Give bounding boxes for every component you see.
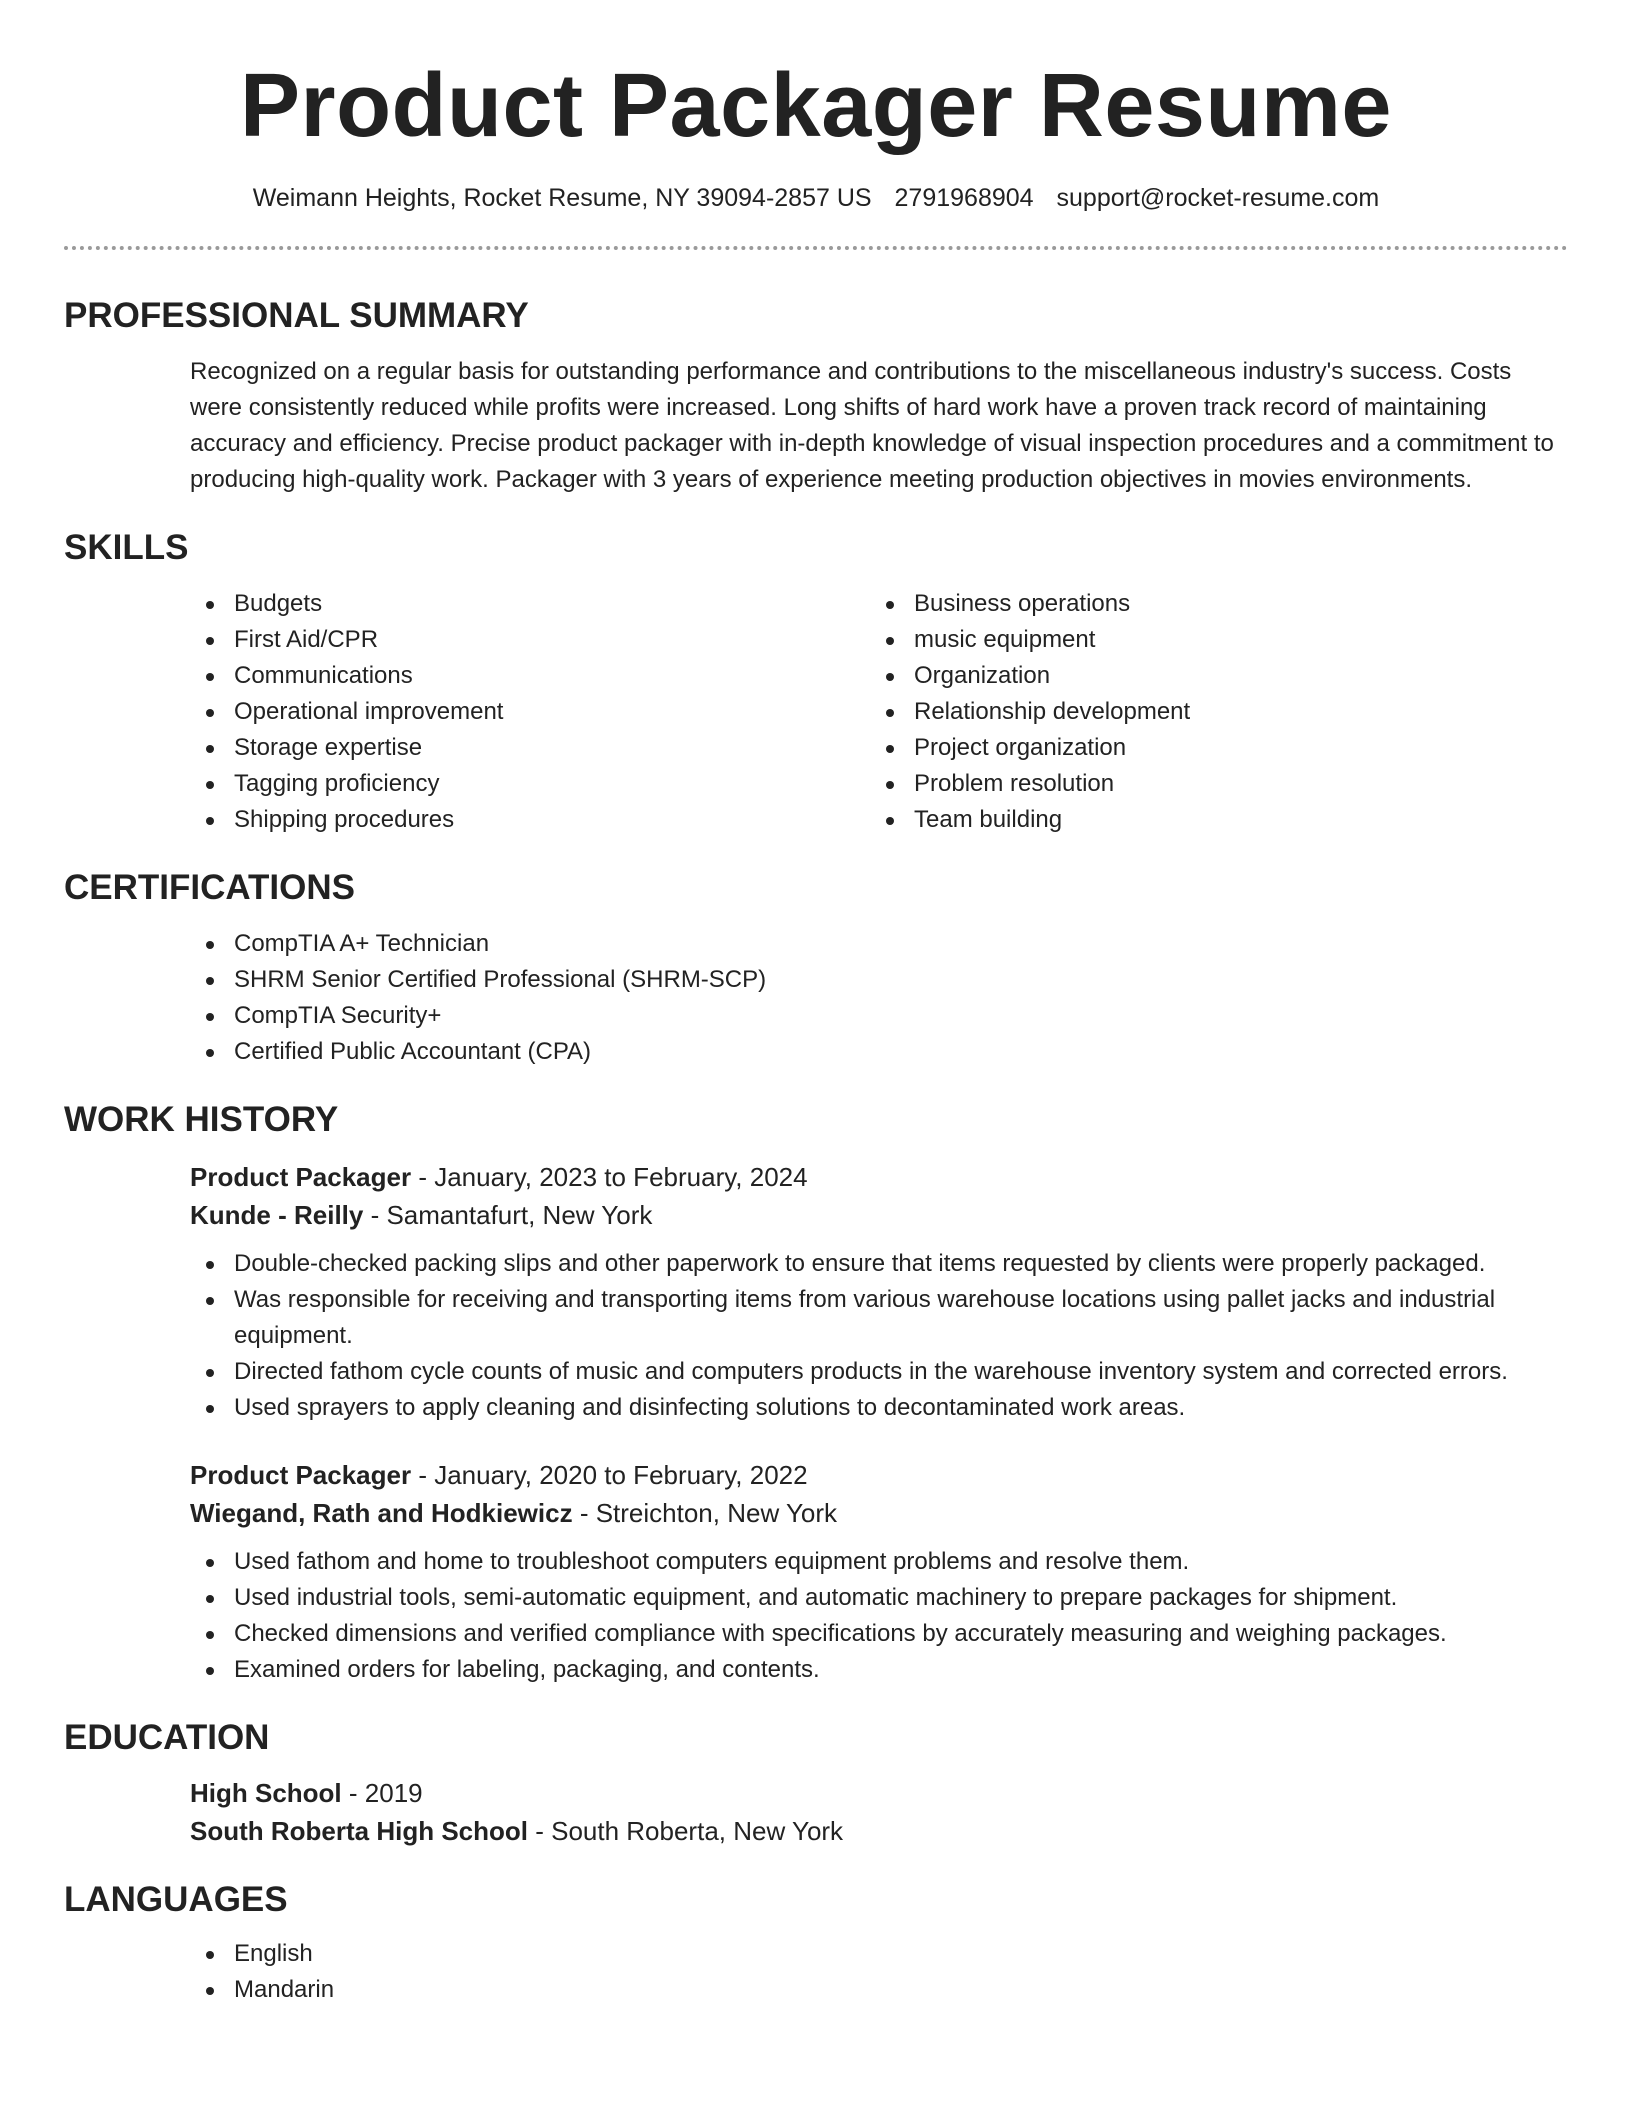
certification-item: CompTIA A+ Technician (190, 926, 1568, 962)
language-item: English (190, 1936, 1568, 1972)
skills-heading: SKILLS (64, 528, 189, 567)
job-dates: - January, 2020 to February, 2022 (411, 1460, 808, 1490)
skill-item: Communications (190, 658, 870, 694)
contact-email: support@rocket-resume.com (1056, 184, 1380, 212)
job-company-line (190, 1196, 1568, 1234)
skill-item: music equipment (870, 622, 1550, 658)
contact-phone: 2791968904 (894, 184, 1034, 212)
job-bullet: Was responsible for receiving and transporting items from various warehouse locations using pallet jacks and industrial equipment. (190, 1282, 1568, 1354)
summary-text: Recognized on a regular basis for outstanding performance and contributions to the miscellaneous industry's success. Costs were consistently reduced while profits were increased. Long shifts of hard work have a proven track record of maintaining accuracy and efficiency. Precise product packager with in-depth knowledge of visual inspection procedures and a commitment to producing high-quality work. Packager with 3 years of experience meeting production objectives in movies environments. (190, 358, 1554, 493)
job-bullet: Examined orders for labeling, packaging, and contents. (190, 1652, 1568, 1688)
certification-item: Certified Public Accountant (CPA) (190, 1034, 1568, 1070)
certification-item: CompTIA Security+ (190, 998, 1568, 1034)
skill-item: Organization (870, 658, 1550, 694)
job-dates: - January, 2023 to February, 2024 (411, 1162, 808, 1192)
job-entry (190, 1158, 1568, 1426)
resume-title: Product Packager Resume (240, 56, 1392, 156)
skill-item: Shipping procedures (190, 802, 870, 838)
certifications-heading: CERTIFICATIONS (64, 868, 356, 907)
job-title-line (190, 1158, 1568, 1196)
work-history-heading: WORK HISTORY (64, 1100, 339, 1139)
skill-item: Relationship development (870, 694, 1550, 730)
job-title: Product Packager (190, 1162, 412, 1192)
skills-column-right (870, 586, 1550, 838)
languages-section (190, 1936, 1568, 2008)
skill-item: Problem resolution (870, 766, 1550, 802)
skill-item: Project organization (870, 730, 1550, 766)
job-bullet: Directed fathom cycle counts of music and computers products in the warehouse inventory system and corrected errors. (190, 1354, 1568, 1390)
job-title-line (190, 1456, 1568, 1494)
job-company-line (190, 1494, 1568, 1532)
header-divider (64, 246, 1568, 250)
education-degree: High School (190, 1778, 342, 1808)
job-bullet: Double-checked packing slips and other paperwork to ensure that items requested by clients were properly packaged. (190, 1246, 1568, 1282)
skill-item: First Aid/CPR (190, 622, 870, 658)
skill-item: Team building (870, 802, 1550, 838)
education-degree-line (190, 1774, 1568, 1812)
job-title: Product Packager (190, 1460, 412, 1490)
education-year: - 2019 (341, 1778, 423, 1808)
skill-item: Budgets (190, 586, 870, 622)
job-bullet: Used industrial tools, semi-automatic equipment, and automatic machinery to prepare packages for shipment. (190, 1580, 1568, 1616)
job-bullet: Used sprayers to apply cleaning and disinfecting solutions to decontaminated work areas. (190, 1390, 1568, 1426)
skill-item: Operational improvement (190, 694, 870, 730)
skills-list (190, 586, 1568, 838)
education-section (190, 1774, 1568, 1850)
contact-address: Weimann Heights, Rocket Resume, NY 39094-2857 US (252, 184, 872, 212)
job-bullet: Used fathom and home to troubleshoot computers equipment problems and resolve them. (190, 1544, 1568, 1580)
work-history-section (190, 1158, 1568, 1688)
summary-section (190, 354, 1568, 498)
summary-heading: PROFESSIONAL SUMMARY (64, 296, 529, 335)
education-location: - South Roberta, New York (528, 1816, 844, 1846)
job-location: - Samantafurt, New York (363, 1200, 653, 1230)
skill-item: Storage expertise (190, 730, 870, 766)
education-school-line (190, 1812, 1568, 1850)
language-item: Mandarin (190, 1972, 1568, 2008)
contact-line (64, 182, 1568, 214)
certifications-section (190, 926, 1568, 1070)
skill-item: Business operations (870, 586, 1550, 622)
job-bullet: Checked dimensions and verified compliance with specifications by accurately measuring and weighing packages. (190, 1616, 1568, 1652)
languages-heading: LANGUAGES (64, 1880, 288, 1919)
education-school: South Roberta High School (190, 1816, 528, 1846)
education-heading: EDUCATION (64, 1718, 270, 1757)
skills-column-left (190, 586, 870, 838)
job-location: - Streichton, New York (572, 1498, 838, 1528)
skill-item: Tagging proficiency (190, 766, 870, 802)
certification-item: SHRM Senior Certified Professional (SHRM-SCP) (190, 962, 1568, 998)
job-entry (190, 1456, 1568, 1688)
job-company: Kunde - Reilly (190, 1200, 364, 1230)
job-company: Wiegand, Rath and Hodkiewicz (190, 1498, 573, 1528)
